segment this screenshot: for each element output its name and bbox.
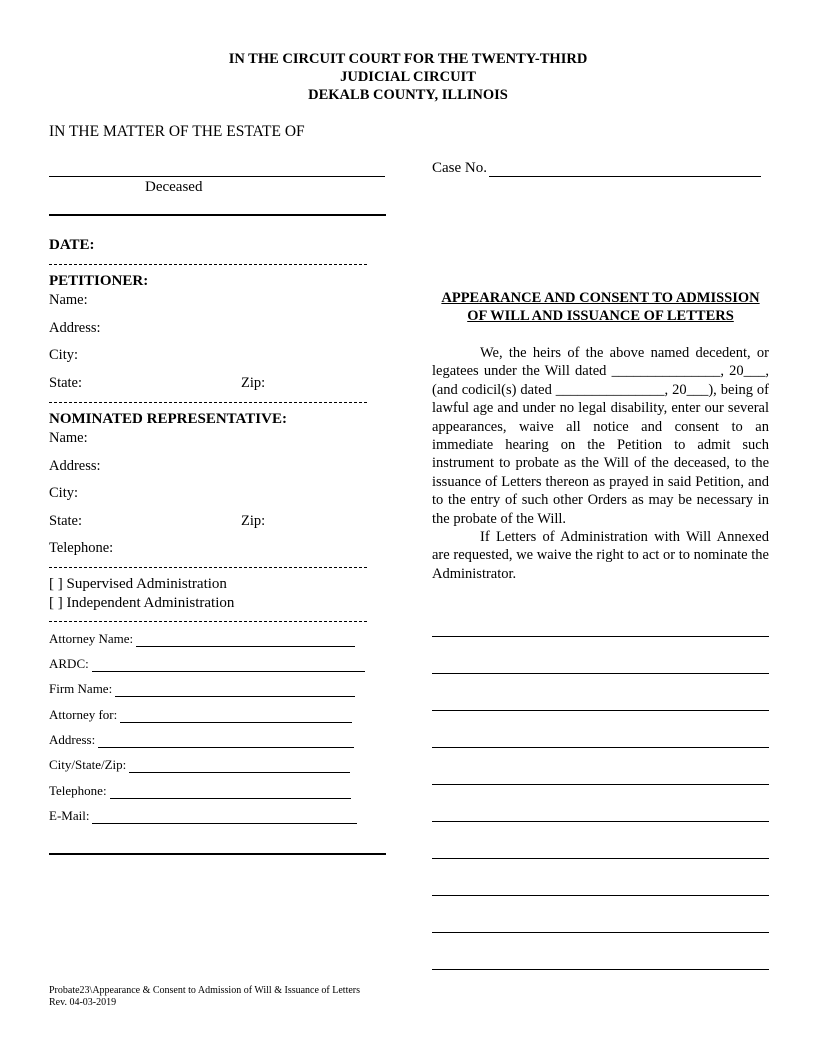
petitioner-zip-label: Zip: — [241, 375, 266, 391]
attorney-telephone-row — [49, 783, 351, 799]
representative-name-label: Name: — [49, 430, 88, 446]
caption-divider — [49, 214, 386, 216]
case-number — [432, 160, 761, 177]
representative-city-label: City: — [49, 485, 79, 501]
ardc-label: ARDC: — [49, 656, 89, 671]
form-revision: Rev. 04-03-2019 — [49, 997, 117, 1008]
signature-line[interactable] — [432, 858, 769, 859]
signature-line[interactable] — [432, 784, 769, 785]
representative-zip-label: Zip: — [241, 513, 266, 529]
petitioner-state-label: State: — [49, 375, 83, 391]
independent-administration-checkbox[interactable]: [ ] Independent Administration — [49, 595, 235, 611]
signature-line[interactable] — [432, 821, 769, 822]
city-state-zip-row — [49, 757, 350, 773]
consent-paragraph-2: If Letters of Administration with Will Annexed are requested, we waive the right to act or to nominate the Administrator. — [432, 529, 769, 582]
ardc-row — [49, 656, 365, 672]
representative-heading: NOMINATED REPRESENTATIVE: — [49, 411, 287, 427]
representative-address-label: Address: — [49, 458, 101, 474]
dashed-divider — [49, 567, 367, 568]
attorney-address-label: Address: — [49, 732, 96, 747]
supervised-administration-checkbox[interactable]: [ ] Supervised Administration — [49, 576, 227, 592]
signature-line[interactable] — [432, 969, 769, 970]
attorney-for-field[interactable] — [120, 710, 352, 723]
firm-name-row — [49, 681, 355, 697]
attorney-for-row — [49, 707, 352, 723]
signature-line[interactable] — [432, 710, 769, 711]
city-state-zip-label: City/State/Zip: — [49, 757, 127, 772]
representative-state-label: State: — [49, 513, 83, 529]
signature-line[interactable] — [432, 673, 769, 674]
case-number-field[interactable] — [489, 161, 761, 177]
attorney-telephone-label: Telephone: — [49, 783, 107, 798]
attorney-address-field[interactable] — [98, 735, 354, 748]
consent-text — [432, 344, 769, 583]
court-header-line-1: IN THE CIRCUIT COURT FOR THE TWENTY-THIRD — [228, 51, 588, 67]
court-header-line-3: DEKALB COUNTY, ILLINOIS — [308, 87, 508, 103]
ardc-field[interactable] — [92, 659, 365, 672]
decedent-name-field[interactable] — [49, 176, 385, 177]
attorney-email-label: E-Mail: — [49, 808, 90, 823]
document-title: APPEARANCE AND CONSENT TO ADMISSION OF WILL AND ISSUANCE OF LETTERS — [441, 290, 760, 324]
dashed-divider — [49, 402, 367, 403]
firm-name-label: Firm Name: — [49, 681, 113, 696]
date-label: DATE: — [49, 237, 95, 253]
signature-line[interactable] — [432, 895, 769, 896]
attorney-block-divider — [49, 853, 386, 855]
city-state-zip-field[interactable] — [129, 760, 350, 773]
signature-line[interactable] — [432, 636, 769, 637]
petitioner-address-label: Address: — [49, 320, 101, 336]
petitioner-city-label: City: — [49, 347, 79, 363]
dashed-divider — [49, 621, 367, 622]
court-header — [0, 50, 816, 104]
attorney-name-field[interactable] — [136, 634, 355, 647]
form-path: Probate23\Appearance & Consent to Admission of Will & Issuance of Letters — [49, 985, 361, 996]
deceased-label: Deceased — [145, 179, 203, 195]
form-footer — [49, 985, 360, 1009]
attorney-address-row — [49, 732, 354, 748]
estate-of-label: IN THE MATTER OF THE ESTATE OF — [49, 123, 305, 140]
attorney-email-row — [49, 808, 357, 824]
attorney-telephone-field[interactable] — [110, 786, 351, 799]
attorney-name-row — [49, 631, 355, 647]
signature-line[interactable] — [432, 932, 769, 933]
attorney-for-label: Attorney for: — [49, 707, 118, 722]
consent-paragraph-1: We, the heirs of the above named decedent, or legatees under the Will dated _______________, 20___, (and codicil(s) dated _______________, 20___), being of lawful age and under no legal disability, enter our several appearances, waive all notice and consent to an immediate hearing on the Petition to admit such instrument to probate as the Will of the deceased, to the issuance of Letters thereon as prayed in said Petition, and to the entry of such other Orders as may be necessary in the probate of the Will. — [432, 345, 769, 527]
signature-line[interactable] — [432, 747, 769, 748]
case-number-label: Case No. — [432, 160, 487, 176]
attorney-name-label: Attorney Name: — [49, 631, 134, 646]
court-header-line-2: JUDICIAL CIRCUIT — [340, 69, 476, 85]
petitioner-heading: PETITIONER: — [49, 273, 149, 289]
firm-name-field[interactable] — [115, 684, 355, 697]
representative-telephone-label: Telephone: — [49, 540, 114, 556]
petitioner-name-label: Name: — [49, 292, 88, 308]
dashed-divider — [49, 264, 367, 265]
attorney-email-field[interactable] — [92, 811, 357, 824]
